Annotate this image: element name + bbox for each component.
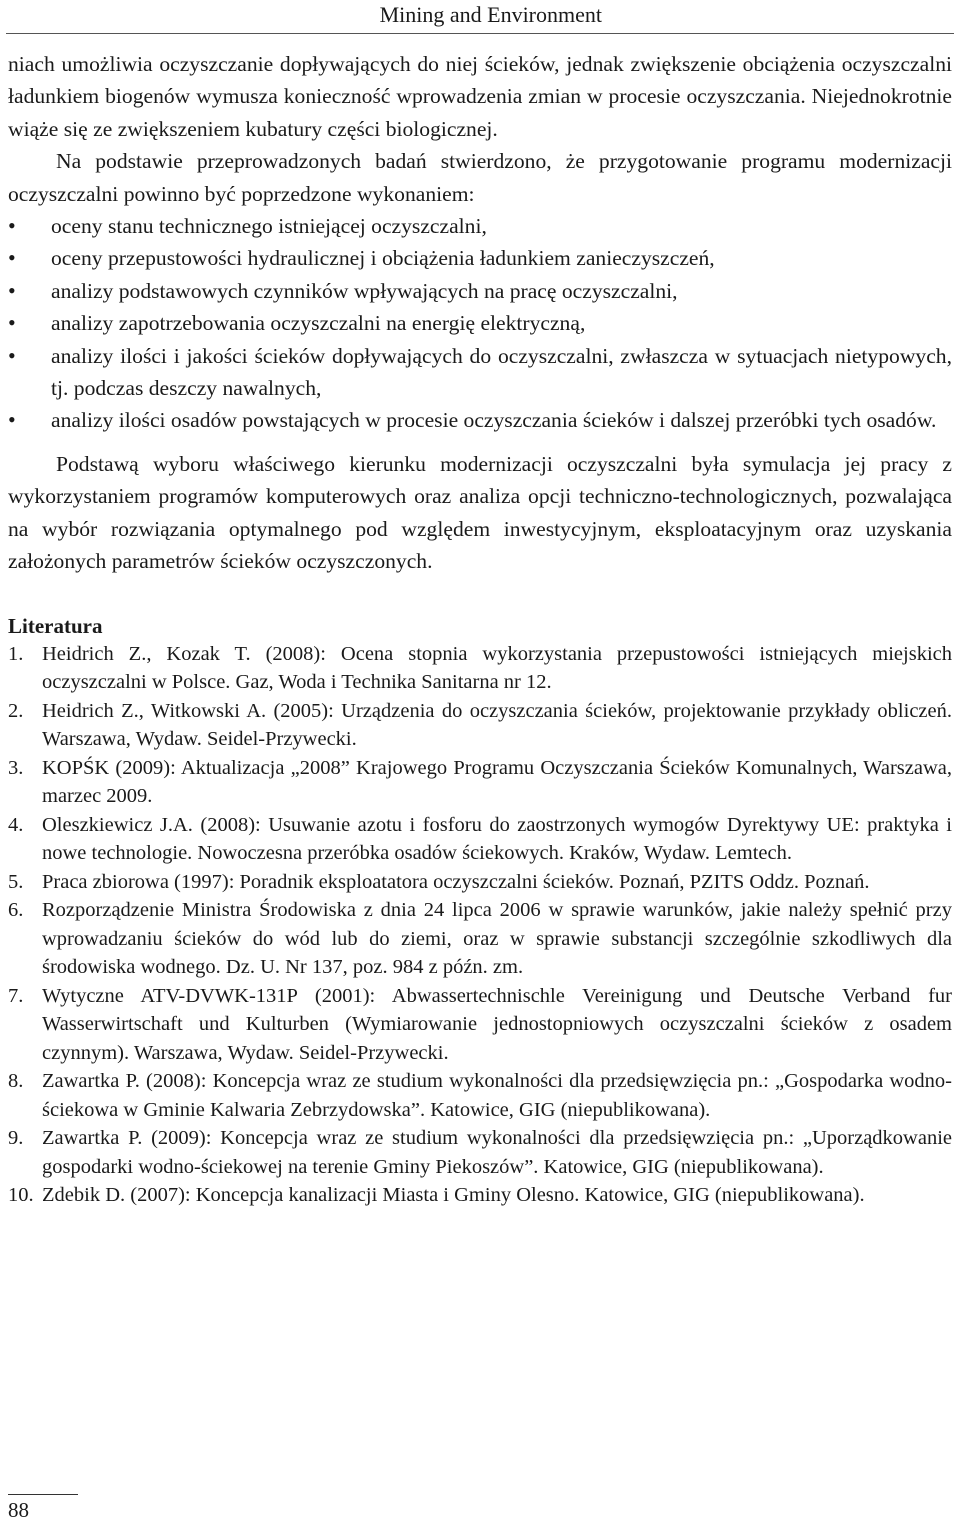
reference-number: 2. — [8, 699, 24, 722]
header-rule — [6, 33, 954, 34]
reference-text: Rozporządzenie Ministra Środowiska z dnia 24 lipca 2006 w sprawie warunków, jakie należy spełnić przy wprowadzaniu ścieków do wód lub do ziemi, oraz w sprawie substancji szczególnie szkodliwych dla środowiska wodnego. Dz. U. Nr 137, poz. 984 z późn. zm. — [42, 899, 952, 978]
reference-item — [8, 640, 952, 697]
reference-item — [8, 1181, 952, 1210]
list-item: • analizy ilości i jakości ścieków dopływających do oczyszczalni, zwłaszcza w sytuacjach nietypowych, tj. podczas deszczy nawalnych, — [8, 340, 952, 405]
paragraph-findings: Na podstawie przeprowadzonych badań stwierdzono, że przygotowanie programu modernizacji oczyszczalni powinno być poprzedzone wykonaniem: — [8, 149, 952, 206]
list-item: • analizy zapotrzebowania oczyszczalni na energię elektryczną, — [8, 307, 952, 339]
reference-item — [8, 811, 952, 868]
reference-text: Zawartka P. (2009): Koncepcja wraz ze studium wykonalności dla przedsięwzięcia pn.: „Uporządkowanie gospodarki wodno-ściekowej na terenie Gminy Piekoszów”. Katowice, GIG (niepublikowana). — [42, 1127, 952, 1178]
reference-number: 1. — [8, 642, 24, 665]
references-heading: Literatura — [8, 613, 103, 638]
reference-text: Zawartka P. (2008): Koncepcja wraz ze studium wykonalności dla przedsięwzięcia pn.: „Gospodarka wodno-ściekowa w Gminie Kalwaria Zebrzydowska”. Katowice, GIG (niepublikowana). — [42, 1070, 952, 1121]
reference-text: Praca zbiorowa (1997): Poradnik eksploatatora oczyszczalni ścieków. Poznań, PZITS Oddz. Poznań. — [42, 870, 870, 893]
reference-number: 7. — [8, 984, 24, 1007]
reference-number: 9. — [8, 1127, 24, 1149]
reference-number: 6. — [8, 899, 24, 921]
reference-item — [8, 982, 952, 1068]
reference-item — [8, 868, 952, 897]
reference-text: Heidrich Z., Kozak T. (2008): Ocena stopnia wykorzystania przepustowości istniejących miejskich oczyszczalni w Polsce. Gaz, Woda i Technika Sanitarna nr 12. — [42, 642, 952, 693]
bullet-list — [8, 210, 952, 437]
footer-rule — [8, 1494, 78, 1495]
reference-number: 10. — [8, 1184, 34, 1206]
paragraph-continuation: niach umożliwia oczyszczanie dopływających do niej ścieków, jednak zwiększenie obciążenia oczyszczalni ładunkiem biogenów wymusza konieczność wprowadzenia zmian w procesie oczyszczania. Niejednokrotnie wiąże się ze zwiększeniem kubatury części biologicznej. — [8, 52, 952, 141]
reference-text: Oleszkiewicz J.A. (2008): Usuwanie azotu i fosforu do zaostrzonych wymogów Dyrektywy UE: praktyka i nowe technologie. Nowoczesna przeróbka osadów ściekowych. Kraków, Wydaw. Lemtech. — [42, 813, 952, 864]
list-item: • oceny stanu technicznego istniejącej oczyszczalni, — [8, 210, 952, 242]
reference-text: Zdebik D. (2007): Koncepcja kanalizacji Miasta i Gminy Olesno. Katowice, GIG (niepublikowana). — [42, 1184, 865, 1206]
paragraph-modernization: Podstawą wyboru właściwego kierunku modernizacji oczyszczalni była symulacja jej pracy z wykorzystaniem programów komputerowych oraz analiza opcji techniczno-technologicznych, pozwalająca na wybór rozwiązania optymalnego pod względem inwestycyjnym, eksploatacyjnym oraz uzyskania założonych parametrów ścieków oczyszczonych. — [8, 451, 952, 574]
running-head: Mining and Environment — [379, 2, 602, 27]
list-item: • analizy ilości osadów powstających w procesie oczyszczania ścieków i dalszej przeróbki tych osadów. — [8, 404, 952, 436]
reference-number: 3. — [8, 756, 24, 779]
reference-number: 5. — [8, 870, 24, 893]
reference-number: 8. — [8, 1070, 24, 1092]
reference-text: Wytyczne ATV-DVWK-131P (2001): Abwassertechnischle Vereinigung und Deutsche Verband fur Wasserwirtschaft und Kulturben (Wymiarowanie jednostopniowych oczyszczalni ścieków z osadem czynnym). Warszawa, Wydaw. Seidel-Przywecki. — [42, 984, 952, 1064]
reference-item — [8, 896, 952, 982]
reference-text: Heidrich Z., Witkowski A. (2005): Urządzenia do oczyszczania ścieków, projektowanie przykłady obliczeń. Warszawa, Wydaw. Seidel-Przywecki. — [42, 699, 952, 750]
reference-item — [8, 754, 952, 811]
reference-item — [8, 1124, 952, 1181]
main-content — [8, 48, 952, 1210]
references-list — [8, 640, 952, 1210]
reference-number: 4. — [8, 813, 24, 836]
list-item: • oceny przepustowości hydraulicznej i obciążenia ładunkiem zanieczyszczeń, — [8, 242, 952, 274]
reference-item — [8, 697, 952, 754]
page-number: 88 — [8, 1498, 29, 1522]
reference-item — [8, 1067, 952, 1124]
list-item: • analizy podstawowych czynników wpływających na pracę oczyszczalni, — [8, 275, 952, 307]
reference-text: KOPŚK (2009): Aktualizacja „2008” Krajowego Programu Oczyszczania Ścieków Komunalnych, Warszawa, marzec 2009. — [42, 756, 952, 807]
